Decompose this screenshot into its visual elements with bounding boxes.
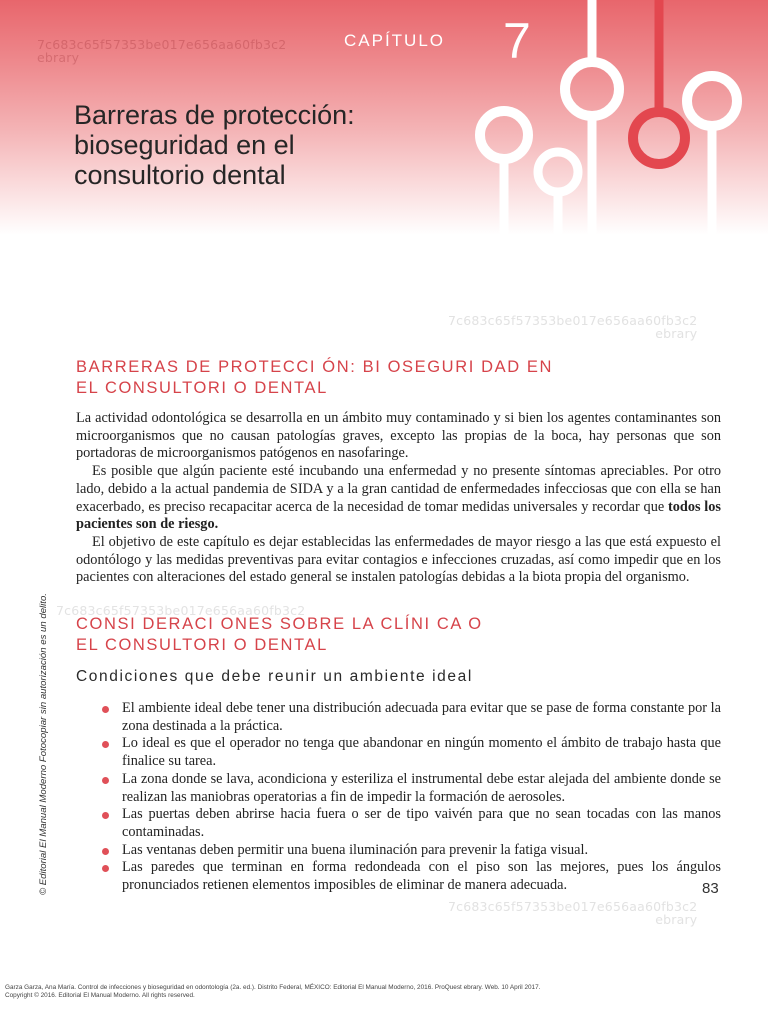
section-heading-line: BARRERAS DE PROTECCI ÓN: BI OSEGURI DAD EN <box>76 358 554 376</box>
chapter-title-line: Barreras de protección: <box>74 100 355 130</box>
watermark-code: 7c683c65f57353be017e656aa60fb3c2 <box>56 603 306 618</box>
chapter-label: CAPÍTULO <box>344 31 446 50</box>
watermark-top <box>37 38 286 64</box>
page-number: 83 <box>702 880 719 897</box>
paragraph: La actividad odontológica se desarrolla en un ámbito muy contaminado y si bien los agentes contaminantes son microorganismos que no causan patologías graves, excepto las propias de la boca, hay personas que son portadoras de microorganismos patógenos en nasofaringe. <box>76 410 721 462</box>
emphasis-text: todos los pacientes son de riesgo. <box>76 498 721 533</box>
chapter-title-line: consultorio dental <box>74 160 286 190</box>
footer-copyright: Copyright © 2016. Editorial El Manual Moderno. All rights reserved. <box>5 992 195 999</box>
list-item-text: Las puertas deben abrirse hacia fuera o ser de tipo vaivén para que no sean tocadas con las manos contaminadas. <box>122 806 721 840</box>
citation-footer <box>5 984 540 1000</box>
paragraph-text: Es posible que algún paciente esté incubando una enfermedad y no presente síntomas apreciables. Por otro lado, debido a la actual pandemia de SIDA y a la gran cantidad de enfermedades infecciosas que con ella se han exacerbado, es preciso recapacitar acerca de la necesidad de tomar medidas universales y recordar que <box>76 463 721 515</box>
bullet-icon <box>102 706 109 713</box>
list-item <box>100 735 721 770</box>
footer-citation: Garza Garza, Ana María. Control de infecciones y bioseguridad en odontología (2a. ed.). Distrito Federal, MÉXICO: Editorial El Manual Moderno, 2016. ProQuest ebrary. Web. 10 April 2017. <box>5 984 541 991</box>
list-item-text: Lo ideal es que el operador no tenga que abandonar en ningún momento el ámbito de trabajo hasta que finalice su tarea. <box>122 735 721 770</box>
watermark-brand: ebrary <box>37 50 80 65</box>
pin-5 <box>687 76 737 235</box>
bullet-icon <box>102 777 109 784</box>
subsection-heading: Condiciones que debe reunir un ambiente ideal <box>76 668 473 685</box>
section-body <box>76 410 721 587</box>
chapter-title <box>74 100 474 190</box>
watermark-code: 7c683c65f57353be017e656aa60fb3c2 <box>37 37 287 52</box>
section-heading <box>76 357 596 399</box>
bullet-icon <box>102 848 109 855</box>
watermark-code: 7c683c65f57353be017e656aa60fb3c2 <box>448 313 698 328</box>
list-item <box>100 700 721 735</box>
copyright-side-notice: © Editorial El Manual Moderno Fotocopiar sin autorización es un delito. <box>38 593 49 895</box>
list-item-text: El ambiente ideal debe tener una distribución adecuada para evitar que se pase de forma constante por la zona destinada a la práctica. <box>122 700 721 734</box>
pin-4-red <box>633 0 685 164</box>
paragraph <box>76 463 721 534</box>
watermark-code: 7c683c65f57353be017e656aa60fb3c2 <box>448 899 698 914</box>
watermark-brand: ebrary <box>655 912 698 927</box>
pin-2 <box>538 152 578 235</box>
pin-1 <box>480 111 528 235</box>
chapter-number: 7 <box>503 13 531 69</box>
paragraph: El objetivo de este capítulo es dejar establecidas las enfermedades de mayor riesgo a las que está expuesto el odontólogo y las medidas preventivas para evitar contagios e infecciones cruzadas, así como impedir que en los pacientes con alteraciones del estado general se instalen patologías debidas a la biota propia del organismo. <box>76 533 721 586</box>
list-item-text: Las ventanas deben permitir una buena iluminación para prevenir la fatiga visual. <box>122 841 589 858</box>
list-item <box>100 806 721 841</box>
watermark-brand: ebrary <box>655 326 698 341</box>
watermark-middle <box>448 314 697 340</box>
conditions-list <box>100 700 721 895</box>
section-heading <box>76 614 536 656</box>
section-heading-line: EL CONSULTORI O DENTAL <box>76 379 328 397</box>
section-heading-line: EL CONSULTORI O DENTAL <box>76 636 328 654</box>
pin-3 <box>565 0 619 235</box>
list-item-text: Las paredes que terminan en forma redondeada con el piso son las mejores, pues los ángulos pronunciados retienen elementos imposibles de eliminar de manera adecuada. <box>122 859 721 894</box>
bullet-icon <box>102 741 109 748</box>
bullet-icon <box>102 812 109 819</box>
list-item <box>100 859 721 894</box>
bullet-icon <box>102 865 109 872</box>
list-item-text: La zona donde se lava, acondiciona y esteriliza el instrumental debe estar alejada del ambiente donde se realizan las maniobras operatorias a fin de impedir la formación de aerosoles. <box>122 770 721 805</box>
chapter-title-line: bioseguridad en el <box>74 130 295 160</box>
list-item <box>100 842 721 860</box>
list-item <box>100 771 721 806</box>
watermark-bottom <box>448 900 697 926</box>
section-heading-line: CONSI DERACI ONES SOBRE LA CLÍNI CA O <box>76 615 483 633</box>
